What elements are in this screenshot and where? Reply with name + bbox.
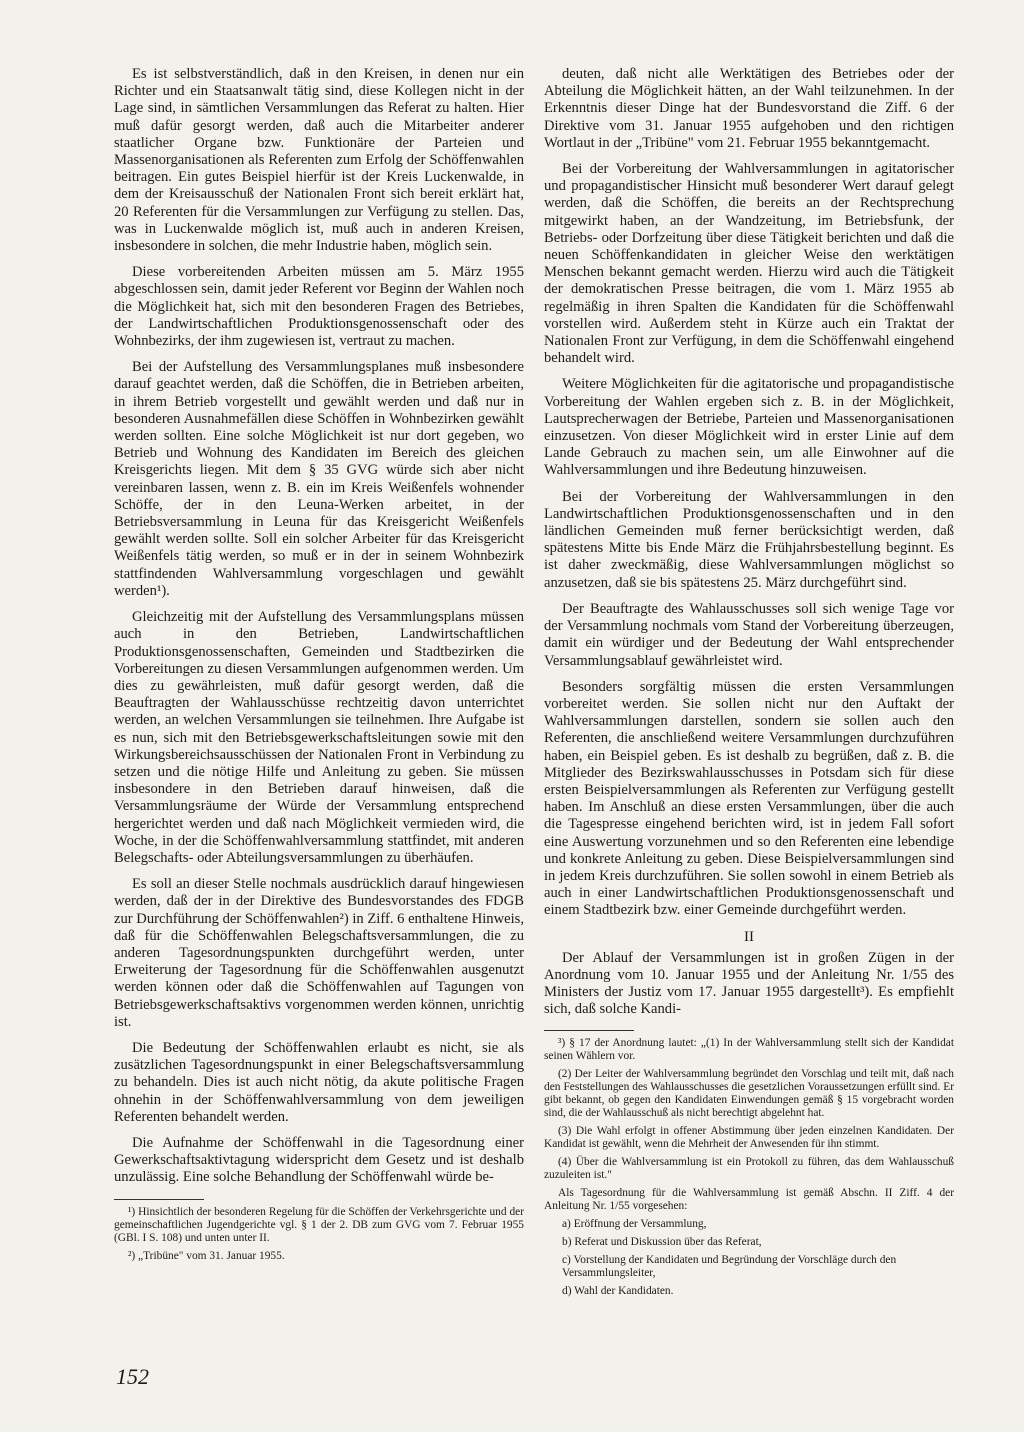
body-paragraph: Der Ablauf der Versammlungen ist in großen Zügen in der Anordnung vom 10. Januar 1955 und der Anleitung Nr. 1/55 des Ministers der Justiz vom 17. Januar 1955 dargestellt³). Es empfiehlt sich, daß solche Kandi- [544, 949, 954, 1018]
footnote: ³) § 17 der Anordnung lautet: „(1) In der Wahlversammlung stellt sich der Kandidat seinen Wählern vor. [544, 1037, 954, 1063]
agenda-list [544, 1218, 954, 1298]
body-paragraph: Die Bedeutung der Schöffenwahlen erlaubt es nicht, sie als zusätzlichen Tagesordnungspunkt in einer Belegschaftsversammlung zu behandeln. Dies ist auch nicht nötig, da akute politische Fragen ohnehin in der Schöffenwahlversammlung von dem jeweiligen Referenten behandelt werden. [114, 1039, 524, 1125]
footnote: Als Tagesordnung für die Wahlversammlung ist gemäß Abschn. II Ziff. 4 der Anleitung Nr. 1/55 vorgesehen: [544, 1187, 954, 1213]
agenda-item: a) Eröffnung der Versammlung, [562, 1218, 707, 1231]
body-paragraph: Bei der Vorbereitung der Wahlversammlungen in den Landwirtschaftlichen Produktionsgenossenschaften und in den ländlichen Gemeinden muß ferner berücksichtigt werden, daß spätestens Mitte bis Ende März die Frühjahrsbestellung beginnt. Es ist daher zweckmäßig, diese Wahlversammlungen möglichst so anzusetzen, daß sie bis spätestens 25. März durchgeführt sind. [544, 488, 954, 591]
agenda-item: b) Referat und Diskussion über das Referat, [562, 1236, 762, 1249]
body-paragraph: deuten, daß nicht alle Werktätigen des Betriebes oder der Abteilung die Möglichkeit hätten, an der Wahl teilzunehmen. In der Erkenntnis dieser Dinge hat der Bundesvorstand die Ziff. 6 der Direktive vom 31. Januar 1955 aufgehoben und den richtigen Wortlaut in der „Tribüne" vom 21. Februar 1955 bekanntgemacht. [544, 66, 954, 151]
body-paragraph: Gleichzeitig mit der Aufstellung des Versammlungsplans müssen auch in den Betrieben, Landwirtschaftlichen Produktionsgenossenschaften, Gemeinden und Stadtbezirken die Vorbereitungen zu diesen Versammlungen aufgenommen werden. Um dies zu gewährleisten, muß dafür gesorgt werden, daß die Beauftragten der Wahlausschüsse rechtzeitig davon unterrichtet werden, an welchen Versammlungen sie teilnehmen. Ihre Aufgabe ist es nun, sich mit den Betriebsgewerkschaftsleitungen sowie mit den Wirkungsbereichsausschüssen der Nationalen Front in Verbindung zu setzen und die nötige Hilfe und Anleitung zu geben. Sie müssen insbesondere in den Betrieben darauf hinweisen, daß die Versammlungsräume der Würde der Versammlung entsprechend hergerichtet werden und daß nach Möglichkeit vermieden wird, die Woche, in der die Schöffenwahlversammlung stattfindet, mit anderen Belegschafts- oder Abteilungsversammlungen zu überhäufen. [114, 609, 524, 866]
body-paragraph: Der Beauftragte des Wahlausschusses soll sich wenige Tage vor der Versammlung nochmals vom Stand der Vorbereitung überzeugen, damit ein würdiger und der Bedeutung der Wahl entsprechender Versammlungsablauf gewährleistet wird. [544, 600, 954, 669]
footnote-divider [544, 1030, 634, 1031]
footnote: (4) Über die Wahlversammlung ist ein Protokoll zu führen, das dem Wahlausschuß zuzuleiten ist." [544, 1156, 954, 1182]
agenda-item: d) Wahl der Kandidaten. [562, 1285, 674, 1298]
right-column [544, 66, 954, 1303]
section-heading: II [744, 928, 754, 945]
footnote: ¹) Hinsichtlich der besonderen Regelung für die Schöffen der Verkehrsgerichte und der gemeinschaftlichen Jugendgerichte vgl. § 1 der 2. DB zum GVG vom 7. Februar 1955 (GBl. I S. 108) und unten unter II. [114, 1205, 524, 1244]
body-paragraph: Bei der Aufstellung des Versammlungsplanes muß insbesondere darauf geachtet werden, daß die Schöffen, die in Betrieben arbeiten, in ihrem Betrieb vorgestellt und gewählt werden und daß nur in besonderen Ausnahmefällen diese Schöffen in Wohnbezirken gewählt werden sollten. Eine solche Möglichkeit ist nur dort gegeben, wo Betrieb und Wohnung des Kandidaten im Bereich des gleichen Kreisgerichts liegen. Mit dem § 35 GVG würde sich aber nicht vereinbaren lassen, wenn z. B. ein im Kreis Weißenfels wohnender Schöffe, der in den Leuna-Werken arbeitet, in der Betriebsversammlung in Leuna für das Kreisgericht Weißenfels gewählt werden sollte. Soll ein solcher Arbeiter für das Kreisgericht Weißenfels tätig werden, so muß er in der in seinem Wohnbezirk stattfindenden Wahlversammlung vorgeschlagen und gewählt werden¹). [114, 359, 524, 599]
agenda-item: c) Vorstellung der Kandidaten und Begründung der Vorschläge durch den Versammlungsleiter, [562, 1254, 897, 1280]
left-column [114, 66, 524, 1268]
footnote: (2) Der Leiter der Wahlversammlung begründet den Vorschlag und teilt mit, daß nach den Feststellungen des Wahlausschusses die gesetzlichen Voraussetzungen erfüllt sind. Er gibt bekannt, ob gegen den Kandidaten Einwendungen gemäß § 15 vorgebracht worden sind, die der Wahlausschuß als nicht berechtigt abgelehnt hat. [544, 1068, 954, 1120]
body-paragraph: Es soll an dieser Stelle nochmals ausdrücklich darauf hingewiesen werden, daß der in der Direktive des Bundesvorstandes des FDGB zur Durchführung der Schöffenwahlen²) in Ziff. 6 enthaltene Hinweis, daß für die Schöffenwahlen Belegschaftsversammlungen, die zu anderen Tagesordnungspunkten durchgeführt werden, unter Erweiterung der Tagesordnung für die Schöffenwahlen ausgenutzt werden können oder daß die Schöffenwahlen auf Tagungen von Betriebsgewerkschaftsaktivs vorgenommen werden können, unrichtig ist. [114, 876, 524, 1030]
body-paragraph: Weitere Möglichkeiten für die agitatorische und propagandistische Vorbereitung der Wahlen ergeben sich z. B. in der Möglichkeit, Lautsprecherwagen der Betriebe, Parteien und Massenorganisationen einzusetzen. Von dieser Möglichkeit wird in erster Linie auf dem Lande Gebrauch zu machen sein, um alle Einwohner auf die Wahlversammlungen und ihre Bedeutung hinzuweisen. [544, 376, 954, 479]
body-paragraph: Bei der Vorbereitung der Wahlversammlungen in agitatorischer und propagandistischer Hinsicht muß besonderer Wert darauf gelegt werden, daß die Schöffen, die bereits an der Rechtsprechung mitgewirkt haben, an der Wandzeitung, im Betriebsfunk, der Betriebs- oder Dorfzeitung über diese Tätigkeit berichten und daß die neuen Schöffenkandidaten in gleicher Weise den werktätigen Menschen bekannt gemacht werden. Hierzu wird auch die Tätigkeit der demokratischen Presse beitragen, die vom 1. März 1955 ab regelmäßig in ihren Spalten die Kandidaten für die Schöffenwahl vorstellen wird. Außerdem steht in Kürze auch ein Traktat der Nationalen Front zur Verfügung, in dem die Schöffenwahl eingehend behandelt wird. [544, 161, 954, 367]
body-paragraph: Besonders sorgfältig müssen die ersten Versammlungen vorbereitet werden. Sie sollen nicht nur den Auftakt der Wahlversammlungen darstellen, sondern sie sollen auch den Referenten, die anschließend weitere Versammlungen durchzuführen haben, ein Beispiel geben. Es ist deshalb zu begrüßen, daß z. B. die Mitglieder des Bezirkswahlausschusses in Potsdam sich für diese ersten Beispielversammlungen als Referenten zur Verfügung gestellt haben. Im Anschluß an diese ersten Versammlungen, über die auch die Tagespresse eingehend berichten wird, ist in jedem Fall sofort eine Auswertung vorzunehmen und so den Referenten eine lebendige und konkrete Anleitung zu geben. Diese Beispielversammlungen sind in jedem Kreis durchzuführen. Sie sollen sowohl in einem Betrieb als auch in einer Landwirtschaftlichen Produktionsgenossenschaft und einem Stadtbezirk bzw. einer Gemeinde durchgeführt werden. [544, 678, 954, 919]
body-paragraph: Es ist selbstverständlich, daß in den Kreisen, in denen nur ein Richter und ein Staatsanwalt tätig sind, diese Kollegen nicht in der Lage sind, in sämtlichen Versammlungen das Referat zu halten. Hier muß dafür gesorgt werden, daß auch die Mitarbeiter anderer staatlicher Organe bzw. Funktionäre der Parteien und Massenorganisationen als Referenten zum Erfolg der Schöffenwahlen beitragen. Ein gutes Beispiel hierfür ist der Kreis Luckenwalde, in dem der Kreisausschuß der Nationalen Front sich bereit erklärt hat, 20 Referenten für die Versammlungen zur Verfügung zu stellen. Das, was in Luckenwalde möglich ist, muß auch in anderen Kreisen, insbesondere in solchen, die mehr Industrie haben, möglich sein. [114, 66, 524, 255]
body-paragraph: Diese vorbereitenden Arbeiten müssen am 5. März 1955 abgeschlossen sein, damit jeder Referent vor Beginn der Wahlen noch die Möglichkeit hat, sich mit den besonderen Fragen des Betriebes, der Landwirtschaftlichen Produktionsgenossenschaft oder des Wohnbezirks, der ihm zugewiesen ist, vertraut zu machen. [114, 264, 524, 350]
footnote-divider [114, 1199, 204, 1200]
footnote: (3) Die Wahl erfolgt in offener Abstimmung über jeden einzelnen Kandidaten. Der Kandidat ist gewählt, wenn die Mehrheit der Anwesenden für ihn stimmt. [544, 1125, 954, 1151]
footnote: ²) „Tribüne" vom 31. Januar 1955. [128, 1249, 285, 1262]
body-paragraph: Die Aufnahme der Schöffenwahl in die Tagesordnung einer Gewerkschaftsaktivtagung widerspricht dem Gesetz und ist deshalb unzulässig. Eine solche Behandlung der Schöffenwahl würde be- [114, 1134, 524, 1186]
page-number: 152 [116, 1364, 149, 1389]
